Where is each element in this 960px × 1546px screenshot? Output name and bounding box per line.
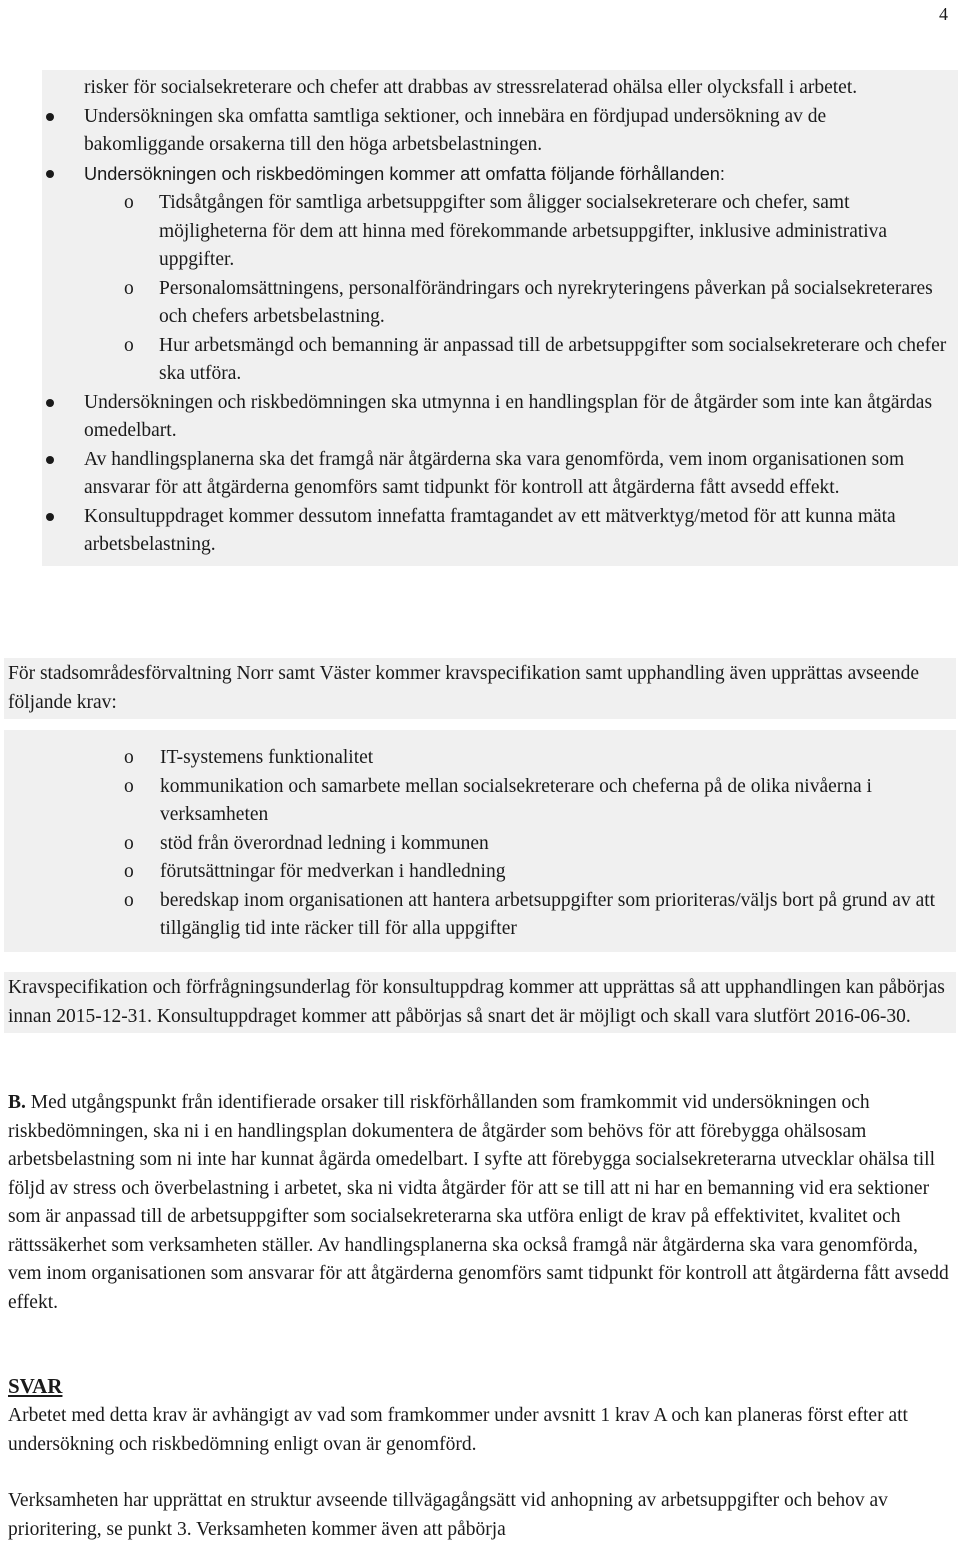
bullet-item [42, 446, 958, 503]
svar-paragraph-1: Arbetet med detta krav är avhängigt av vad som framkommer under avsnitt 1 krav A och kan planeras först efter att undersökning och riskbedömning enligt ovan är genomförd. [8, 1405, 908, 1455]
svar-heading: SVAR [8, 1374, 63, 1398]
bullet-dot-icon [46, 399, 54, 407]
sub-bullet-marker: o [124, 334, 134, 356]
section-b-paragraph [4, 1087, 956, 1319]
paragraph-norr-vaster: För stadsområdesförvaltning Norr samt Väster kommer kravspecifikation samt upphandling även upprättas avseende följande krav: [4, 658, 956, 719]
svar-paragraph-2: Verksamheten har upprättat en struktur avseende tillvägagångsätt vid anhopning av arbetsuppgifter och behov av prioritering, se punkt 3. Verksamheten kommer även att påbörja [8, 1490, 888, 1540]
bullet-dot-icon [46, 513, 54, 521]
section-b-text: Med utgångspunkt från identifierade orsaker till riskförhållanden som framkommit vid undersökningen och riskbedömningen, ska ni i en handlingsplan dokumentera de åtgärder som behövs för att förebygga ohälsosam arbetsbelastning som ni inte har kunnat ågärda omedelbart. I syfte att förebygga socialsekreterarna utvecklar ohälsa till följd av stress och överbelastning i arbetet, ska ni vidta åtgärder för att se till att ni har en bemanning vid era sektioner som är anpassad till de arbetsuppgifter som socialsekreterarna ska utföra enligt de krav på effektivitet, kvalitet och rättssäkerhet som verksamheten ställer. Av handlingsplanerna ska också framgå när åtgärderna ska vara genomförda, vem inom organisationen som ansvarar för att åtgärderna genomförs samt tidpunkt för kontroll att åtgärderna fått avsedd effekt. [8, 1092, 949, 1313]
bullet-dot-icon [46, 170, 54, 178]
sub-bullet-marker: o [124, 192, 134, 213]
krav-list-item [4, 830, 956, 859]
krav-marker: o [124, 832, 134, 854]
krav-list-item [4, 773, 956, 830]
bullet-text: risker för socialsekreterare och chefer att drabbas av stressrelaterad ohälsa eller olycksfall i arbetet. [84, 77, 858, 98]
bullet-text: Av handlingsplanerna ska det framgå när åtgärderna ska vara genomförda, vem inom organisationen som ansvarar för att åtgärderna genomförs samt tidpunkt för kontroll att åtgärderna fått avsedd effekt. [84, 448, 905, 498]
bullet-item [42, 103, 958, 160]
sub-bullet-text: Hur arbetsmängd och bemanning är anpassad till de arbetsuppgifter som socialsekreterare och chefer ska utföra. [159, 334, 947, 384]
bullet-item [42, 503, 958, 560]
bullet-text: Konsultuppdraget kommer dessutom innefatta framtagandet av ett mätverktyg/metod för att kunna mäta arbetsbelastning. [84, 505, 896, 555]
krav-list-item [4, 744, 956, 773]
krav-text: stöd från överordnad ledning i kommunen [160, 832, 489, 854]
bullet-text: Undersökningen ska omfatta samtliga sektioner, och innebära en fördjupad undersökning av de bakomliggande orsakerna till den höga arbetsbelastningen. [84, 105, 827, 155]
krav-list-item [4, 858, 956, 887]
krav-text: förutsättningar för medverkan i handledning [160, 861, 506, 882]
bullet-item [42, 389, 958, 446]
bullet-item [42, 160, 958, 190]
sub-bullet-text: Personalomsättningens, personalförändringars och nyrekryteringens påverkan på socialsekreterares och chefers arbetsbelastning. [159, 277, 933, 327]
bullet-text: Undersökningen och riskbedömningen ska utmynna i en handlingsplan för de åtgärder som inte kan åtgärdas omedelbart. [84, 391, 933, 441]
krav-list [4, 730, 956, 952]
section-b-label: B. [8, 1092, 26, 1113]
krav-marker: o [124, 889, 134, 911]
sub-bullet-item [42, 189, 958, 275]
sub-bullet-marker: o [124, 277, 134, 299]
sub-bullet-item [42, 275, 958, 332]
bullet-dot-icon [46, 113, 54, 121]
requirements-bullet-list [42, 70, 958, 566]
krav-text: IT-systemens funktionalitet [160, 747, 374, 768]
bullet-dot-icon [46, 456, 54, 464]
bullet-text: Undersökningen och riskbedömingen kommer att omfatta följande förhållanden: [84, 163, 725, 184]
sub-bullet-item [42, 332, 958, 389]
krav-list-item [4, 887, 956, 944]
krav-marker: o [124, 775, 134, 797]
bullet-item-continuation [42, 74, 958, 103]
page-number: 4 [939, 4, 948, 24]
krav-marker: o [124, 747, 134, 768]
sub-bullet-text: Tidsåtgången för samtliga arbetsuppgifter som åligger socialsekreterare och chefer, samt möjligheterna för dem att hinna med förekommande arbetsuppgifter, inklusive administrativa uppgifter. [159, 192, 888, 270]
krav-text: beredskap inom organisationen att hantera arbetsuppgifter som prioriteras/väljs bort på grund av att tillgänglig tid inte räcker till för alla uppgifter [160, 889, 936, 939]
krav-text: kommunikation och samarbete mellan socialsekreterare och cheferna på de olika nivåerna i verksamheten [160, 775, 872, 825]
paragraph-kravspecifikation: Kravspecifikation och förfrågningsunderlag för konsultuppdrag kommer att upprättas så att upphandlingen kan påbörjas innan 2015-12-31. Konsultuppdraget kommer att påbörjas så snart det är möjligt och skall vara slutfört 2016-06-30. [4, 972, 956, 1033]
krav-marker: o [124, 861, 134, 882]
